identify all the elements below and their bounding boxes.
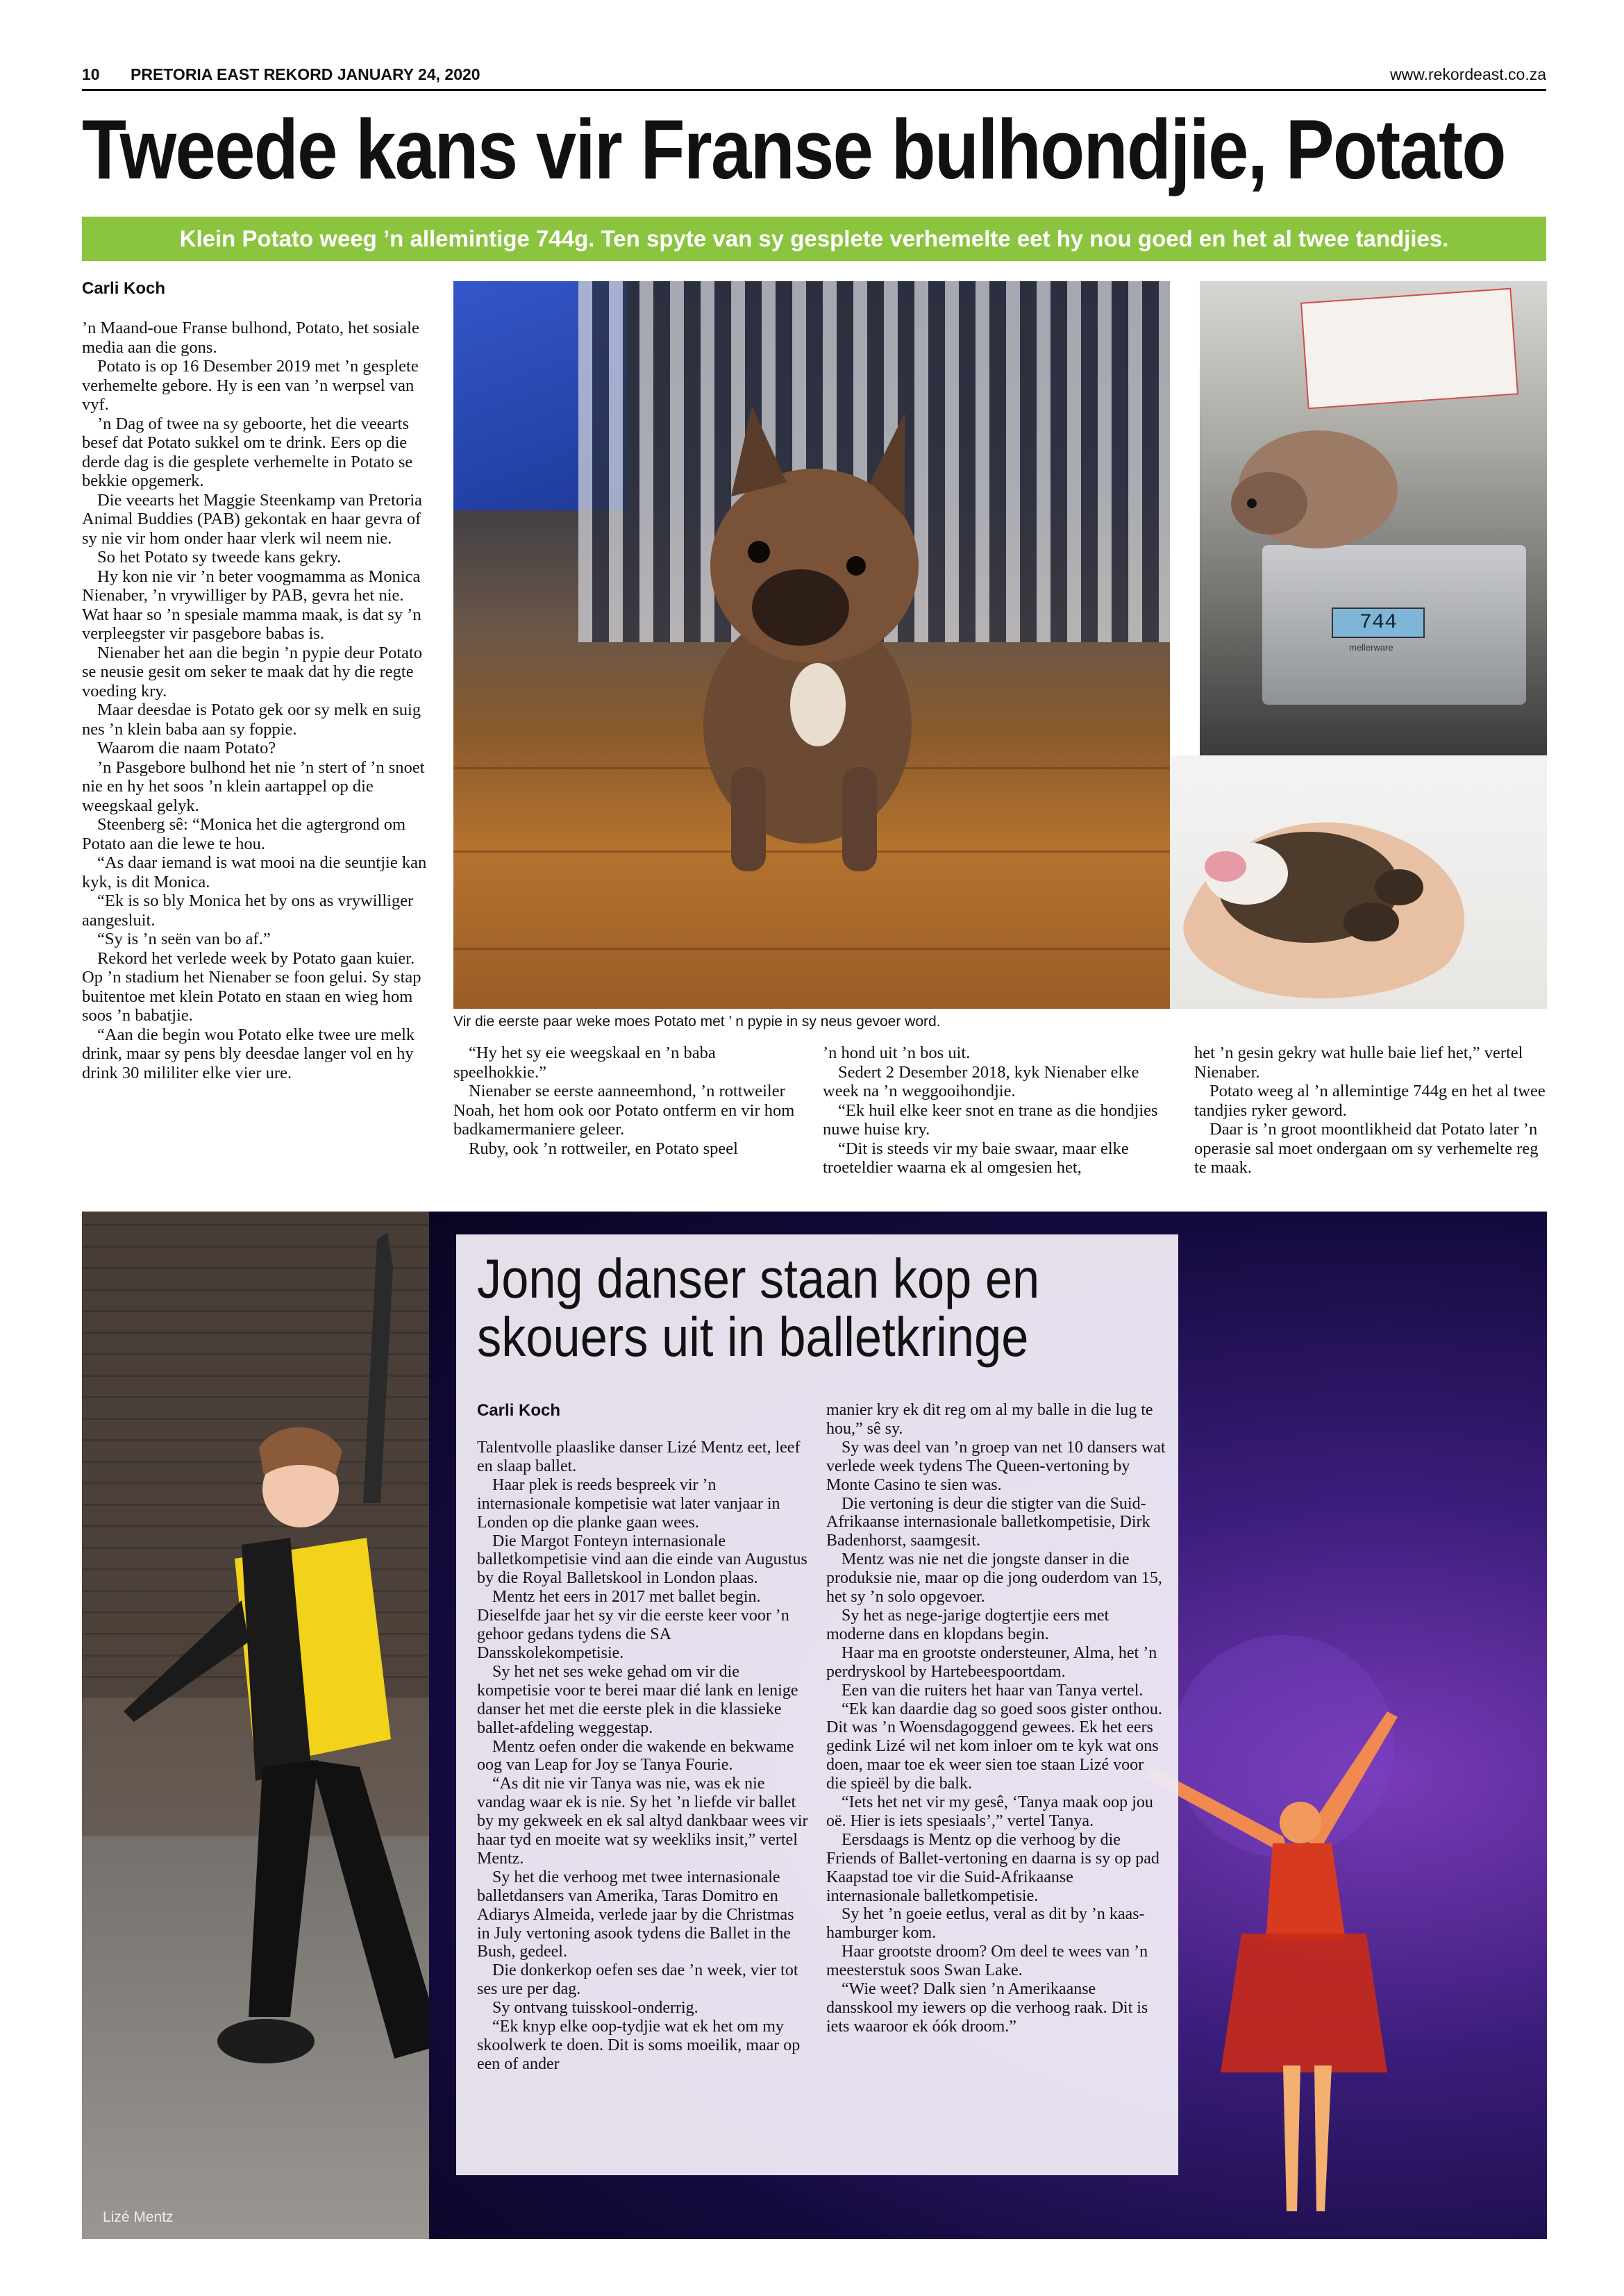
paragraph: Hy kon nie vir ’n beter voogmamma as Monica Nienaber, ’n vrywilliger by PAB, gevra het nie. Wat haar so ’n spesiale mamma maak, is dat sy ’n verpleegster vir pasgebore babas is. [82, 567, 421, 643]
byline: Carli Koch [82, 279, 166, 298]
paragraph: ’n Dag of twee na sy geboorte, het die veearts besef dat Potato sukkel om te drink. Eers op die derde dag is die gesplete verhemelte in Potato se bekkie opgemerk. [82, 414, 413, 490]
paragraph: Sy het net ses weke gehad om vir die kompetisie voor te berei maar dié lank en lenige danser het met die eerste plek in die klassieke ballet-afdeling weggestap. [477, 1662, 798, 1737]
paragraph: het ’n gesin gekry wat hulle baie lief het,” vertel Nienaber. [1194, 1044, 1523, 1082]
paragraph: Nienaber se eerste aanneemhond, ’n rottweiler Noah, het hom ook oor Potato ontferm en vir hom badkamermaniere geleer. [453, 1082, 795, 1139]
paragraph: “As dit nie vir Tanya was nie, was ek nie vandag waar ek is nie. Sy het ’n liefde vir ballet by my gekweek en ek sal altyd dankbaar wees vir haar tyd en moeite wat sy weekliks insit,” vertel Mentz. [477, 1775, 808, 1868]
paragraph: Die Margot Fonteyn internasionale balletkompetisie vind aan die einde van Augustus by die Royal Balletskool in London plaas. [477, 1532, 807, 1588]
article1-column-3 [823, 1044, 1170, 1178]
ballet-headline-line-1: Jong danser staan kop en [477, 1248, 1040, 1309]
paragraph: Rekord het verlede week by Potato gaan kuier. Op ’n stadium het Nienaber se foon gelui. Sy stap buitentoe met klein Potato en staan en wieg hom soos ’n babatjie. [82, 948, 421, 1025]
paragraph: manier kry ek dit reg om al my balle in die lug te hou,” sê sy. [826, 1401, 1153, 1438]
paragraph: Potato weeg al ’n allemintige 744g en het al twee tandjies ryker geword. [1194, 1082, 1546, 1120]
paragraph: Potato is op 16 Desember 2019 met ’n gesplete verhemelte gebore. Hy is een van ’n werpsel van vyf. [82, 357, 419, 414]
paragraph: ’n hond uit ’n bos uit. [823, 1044, 971, 1062]
article1-column-2 [453, 1044, 801, 1158]
header-rule [82, 89, 1546, 91]
paragraph: Sy was deel van ’n groep van net 10 dansers wat verlede week tydens The Queen-vertoning by Monte Casino te sien was. [826, 1438, 1166, 1494]
paragraph: Mentz was nie net die jongste danser in die produksie nie, maar op die jong ouderdom van 15, het sy ’n solo opgevoer. [826, 1550, 1162, 1607]
paragraph: Sy het die verhoog met twee internasionale balletdansers van Amerika, Taras Domitro en Adiarys Almeida, verlede jaar by die Christmas in July vertoning asook tydens die Ballet in the Bush, gedeel. [477, 1868, 794, 1961]
photo-caption: Vir die eerste paar weke moes Potato met ’ n pypie in sy neus gevoer word. [453, 1014, 941, 1030]
product-box [1300, 288, 1518, 410]
ballet-column-2 [826, 1401, 1166, 2036]
paragraph: ’n Pasgebore bulhond het nie ’n stert of ’n snoet nie en hy het soos ’n klein aartappel op die weegskaal gelyk. [82, 757, 425, 815]
ballet-byline: Carli Koch [477, 1401, 561, 1420]
paragraph: “Ek is so bly Monica het by ons as vrywilliger aangesluit. [82, 891, 414, 930]
paragraph: Die donkerkop oefen ses dae ’n week, vier tot ses ure per dag. [477, 1961, 798, 1999]
ballet-headline [477, 1250, 1088, 1366]
puppy-figure [669, 378, 946, 878]
scale-photo [1200, 281, 1547, 755]
puppy-photo [453, 281, 1170, 1009]
paragraph: “Hy het sy eie weegskaal en ’n baba speelhokkie.” [453, 1044, 716, 1082]
paragraph: Haar plek is reeds bespreek vir ’n internasionale kompetisie wat later vanjaar in Londen op die planke gaan wees. [477, 1475, 780, 1532]
scale-brand: mellerware [1349, 642, 1393, 653]
paragraph: Ruby, ook ’n rottweiler, en Potato speel [469, 1139, 738, 1158]
dancer-portrait-photo [82, 1212, 429, 2239]
scale-display: 744 [1332, 607, 1425, 638]
paragraph: “Aan die begin wou Potato elke twee ure melk drink, maar sy pens bly deesdae langer vol en hy drink 30 mililiter elke vier ure. [82, 1025, 415, 1082]
ballet-headline-line-2: skouers uit in balletkringe [477, 1306, 1029, 1368]
website-link[interactable]: www.rekordeast.co.za [1390, 65, 1546, 83]
publication-dateline: PRETORIA EAST REKORD JANUARY 24, 2020 [131, 65, 480, 83]
paragraph: Steenberg sê: “Monica het die agtergrond om Potato aan die lewe te hou. [82, 815, 406, 853]
dancer-figure [82, 1212, 429, 2239]
standfirst: Klein Potato weeg ’n allemintige 744g. Ten spyte van sy gesplete verhemelte eet hy nou goed en het al twee tandjies. [82, 217, 1546, 261]
paragraph: Mentz oefen onder die wakende en bekwame oog van Leap for Joy se Tanya Fourie. [477, 1737, 794, 1775]
paragraph: Sy het as nege-jarige dogtertjie eers met moderne dans en klopdans begin. [826, 1606, 1110, 1643]
paragraph: “Iets het net vir my gesê, ‘Tanya maak oop jou oë. Hier is iets spesiaals’,” vertel Tanya. [826, 1793, 1153, 1830]
paragraph: Waarom die naam Potato? [97, 739, 276, 757]
dancer-caption: Lizé Mentz [103, 2209, 174, 2225]
paragraph: Die vertoning is deur die stigter van die Suid-Afrikaanse internasionale balletkompetisie, Dirk Badenhorst, saamgesit. [826, 1494, 1150, 1550]
paragraph: Daar is ’n groot moontlikheid dat Potato later ’n operasie sal moet ondergaan om sy verhemelte reg te maak. [1194, 1120, 1539, 1177]
paragraph: Sedert 2 Desember 2018, kyk Nienaber elke week na ’n weggooihondjie. [823, 1062, 1139, 1100]
paragraph: Een van die ruiters het haar van Tanya vertel. [842, 1681, 1144, 1700]
article1-column-1 [82, 319, 429, 1082]
paragraph: Sy ontvang tuisskool-onderrig. [492, 1999, 698, 2018]
paragraph: “Ek huil elke keer snot en trane as die hondjies nuwe huise kry. [823, 1100, 1158, 1139]
ballet-column-1 [477, 1439, 810, 2074]
paragraph: Nienaber het aan die begin ’n pypie deur Potato se neusie gesit om seker te maak dat hy die regte voeding kry. [82, 643, 423, 701]
page-number: 10 [82, 65, 100, 83]
paragraph: “Sy is ’n seën van bo af.” [97, 930, 271, 948]
paragraph: Eersdaags is Mentz op die verhoog by die Friends of Ballet-vertoning en daarna is sy op pad Kaapstad toe vir die Suid-Afrikaanse internasionale balletkompetisie. [826, 1830, 1160, 1905]
hand-with-puppy-photo [1170, 755, 1547, 1009]
paragraph: Haar ma en grootste ondersteuner, Alma, het ’n perdryskool by Hartebeespoortdam. [826, 1643, 1157, 1681]
paragraph: “Dit is steeds vir my baie swaar, maar elke troeteldier waarna ek al omgesien het, [823, 1139, 1129, 1177]
headline: Tweede kans vir Franse bulhondjie, Potato [82, 102, 1505, 196]
paragraph: “Ek kan daardie dag so goed soos gister onthou. Dit was ’n Woensdagoggend gewees. Ek het eers gedink Lizé wil net kom inloer om te kyk wat ons doen, maar toe ek weer sien toe staan Lizé voor die spieël by die balk. [826, 1700, 1162, 1793]
paragraph: “Wie weet? Dalk sien ’n Amerikaanse dansskool my iewers op die verhoog raak. Dit is iets waaroor ek óók droom.” [826, 1980, 1148, 2036]
paragraph: Talentvolle plaaslike danser Lizé Mentz eet, leef en slaap ballet. [477, 1439, 801, 1475]
paragraph: Die veearts het Maggie Steenkamp van Pretoria Animal Buddies (PAB) gekontak en haar gevra of sy nie vir hom onder haar vlerk wil neem nie. [82, 490, 423, 548]
paragraph: “As daar iemand is wat mooi na die seuntjie kan kyk, is dit Monica. [82, 853, 427, 891]
paragraph: Maar deesdae is Potato gek oor sy melk en suig nes ’n klein baba aan sy foppie. [82, 701, 421, 739]
paragraph: Mentz het eers in 2017 met ballet begin. Dieselfde jaar het sy vir die eerste keer voor ’n gehoor gedans tydens die SA Dansskolekompetisie. [477, 1588, 789, 1662]
paragraph: So het Potato sy tweede kans gekry. [97, 548, 342, 567]
paragraph: Sy het ’n goeie eetlus, veral as dit by ’n kaas-hamburger kom. [826, 1905, 1145, 1943]
paragraph: ’n Maand-oue Franse bulhond, Potato, het sosiale media aan die gons. [82, 319, 419, 357]
paragraph: Haar grootste droom? Om deel te wees van ’n meesterstuk soos Swan Lake. [826, 1943, 1148, 1980]
paragraph: “Ek knyp elke oop-tydjie wat ek het om my skoolwerk te doen. Dit is soms moeilik, maar op een of ander [477, 2018, 801, 2073]
article1-column-4 [1194, 1044, 1548, 1178]
puppy-on-scale [1221, 406, 1401, 559]
